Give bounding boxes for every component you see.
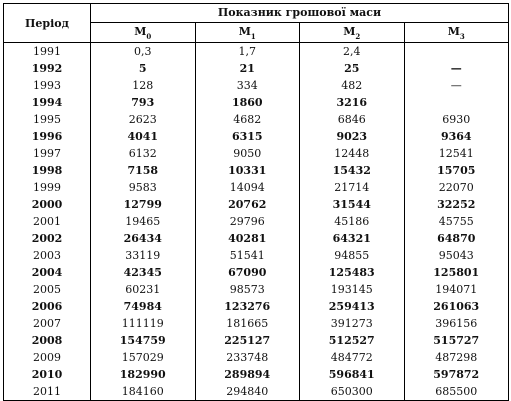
table-row <box>4 179 509 196</box>
period-header: Період <box>4 4 91 43</box>
money-supply-table-container <box>3 3 508 401</box>
table-row <box>4 162 509 179</box>
value-cell-m2: 2,4 <box>300 43 405 61</box>
value-cell-m0: 19465 <box>91 213 196 230</box>
value-cell-m3: 6930 <box>404 111 509 128</box>
period-cell: 1994 <box>4 94 91 111</box>
value-cell-m1: 1,7 <box>195 43 300 61</box>
value-cell-m2: 9023 <box>300 128 405 145</box>
value-cell-m1: 21 <box>195 60 300 77</box>
column-header-m3: $M_3$ <box>404 22 509 42</box>
value-cell-m3: 125801 <box>404 264 509 281</box>
period-cell: 1995 <box>4 111 91 128</box>
value-cell-m3: 45755 <box>404 213 509 230</box>
table-row <box>4 60 509 77</box>
value-cell-m2: 596841 <box>300 366 405 383</box>
value-cell-m1: 233748 <box>195 349 300 366</box>
value-cell-m0: 9583 <box>91 179 196 196</box>
value-cell-m0: 42345 <box>91 264 196 281</box>
value-cell-m1: 294840 <box>195 383 300 401</box>
table-row <box>4 298 509 315</box>
value-cell-m1: 1860 <box>195 94 300 111</box>
value-cell-m0: 60231 <box>91 281 196 298</box>
value-cell-m2: 512527 <box>300 332 405 349</box>
column-header-m0: $M_0$ <box>91 22 196 42</box>
value-cell-m0: 33119 <box>91 247 196 264</box>
value-cell-m3: 194071 <box>404 281 509 298</box>
value-cell-m2: 3216 <box>300 94 405 111</box>
value-cell-m2: 391273 <box>300 315 405 332</box>
table-row <box>4 247 509 264</box>
table-row <box>4 383 509 401</box>
value-cell-m1: 20762 <box>195 196 300 213</box>
value-cell-m2: 64321 <box>300 230 405 247</box>
table-row <box>4 349 509 366</box>
value-cell-m2: 31544 <box>300 196 405 213</box>
period-cell: 1997 <box>4 145 91 162</box>
value-cell-m3: 22070 <box>404 179 509 196</box>
value-cell-m1: 289894 <box>195 366 300 383</box>
table-row <box>4 230 509 247</box>
value-cell-m3: — <box>404 77 509 94</box>
value-cell-m0: 157029 <box>91 349 196 366</box>
table-row <box>4 111 509 128</box>
value-cell-m3 <box>404 43 509 61</box>
value-cell-m1: 4682 <box>195 111 300 128</box>
table-row <box>4 128 509 145</box>
table-row <box>4 281 509 298</box>
value-cell-m3: 261063 <box>404 298 509 315</box>
value-cell-m3: 396156 <box>404 315 509 332</box>
table-row <box>4 315 509 332</box>
column-header-m1: $M_1$ <box>195 22 300 42</box>
table-row <box>4 77 509 94</box>
period-cell: 1999 <box>4 179 91 196</box>
value-cell-m1: 181665 <box>195 315 300 332</box>
period-cell: 2000 <box>4 196 91 213</box>
value-cell-m0: 793 <box>91 94 196 111</box>
period-cell: 2008 <box>4 332 91 349</box>
value-cell-m1: 98573 <box>195 281 300 298</box>
header-row-group <box>4 4 509 23</box>
value-cell-m2: 259413 <box>300 298 405 315</box>
table-body <box>4 43 509 401</box>
value-cell-m0: 7158 <box>91 162 196 179</box>
money-supply-table <box>3 3 509 401</box>
value-cell-m3: 9364 <box>404 128 509 145</box>
table-row <box>4 332 509 349</box>
value-cell-m0: 2623 <box>91 111 196 128</box>
table-row <box>4 145 509 162</box>
period-cell: 2004 <box>4 264 91 281</box>
value-cell-m2: 6846 <box>300 111 405 128</box>
period-cell: 2001 <box>4 213 91 230</box>
value-cell-m3: 515727 <box>404 332 509 349</box>
value-cell-m2: 45186 <box>300 213 405 230</box>
period-cell: 1992 <box>4 60 91 77</box>
period-cell: 2009 <box>4 349 91 366</box>
value-cell-m1: 123276 <box>195 298 300 315</box>
value-cell-m0: 26434 <box>91 230 196 247</box>
value-cell-m0: 111119 <box>91 315 196 332</box>
value-cell-m0: 12799 <box>91 196 196 213</box>
table-row <box>4 94 509 111</box>
value-cell-m1: 6315 <box>195 128 300 145</box>
table-row <box>4 366 509 383</box>
value-cell-m1: 225127 <box>195 332 300 349</box>
value-cell-m1: 67090 <box>195 264 300 281</box>
value-cell-m1: 51541 <box>195 247 300 264</box>
period-cell: 1996 <box>4 128 91 145</box>
value-cell-m3 <box>404 94 509 111</box>
period-cell: 2011 <box>4 383 91 401</box>
period-cell: 2007 <box>4 315 91 332</box>
value-cell-m2: 482 <box>300 77 405 94</box>
value-cell-m1: 29796 <box>195 213 300 230</box>
value-cell-m0: 5 <box>91 60 196 77</box>
value-cell-m1: 40281 <box>195 230 300 247</box>
value-cell-m2: 650300 <box>300 383 405 401</box>
period-cell: 1998 <box>4 162 91 179</box>
value-cell-m1: 14094 <box>195 179 300 196</box>
table-row <box>4 196 509 213</box>
value-cell-m3: 32252 <box>404 196 509 213</box>
value-cell-m2: 21714 <box>300 179 405 196</box>
table-row <box>4 264 509 281</box>
value-cell-m3: 12541 <box>404 145 509 162</box>
value-cell-m2: 193145 <box>300 281 405 298</box>
value-cell-m3: 64870 <box>404 230 509 247</box>
period-cell: 2005 <box>4 281 91 298</box>
value-cell-m0: 154759 <box>91 332 196 349</box>
period-cell: 2003 <box>4 247 91 264</box>
period-cell: 2002 <box>4 230 91 247</box>
period-cell: 2010 <box>4 366 91 383</box>
value-cell-m0: 74984 <box>91 298 196 315</box>
value-cell-m3: 95043 <box>404 247 509 264</box>
value-cell-m3: 487298 <box>404 349 509 366</box>
value-cell-m0: 184160 <box>91 383 196 401</box>
table-row <box>4 43 509 61</box>
value-cell-m3: — <box>404 60 509 77</box>
value-cell-m2: 25 <box>300 60 405 77</box>
value-cell-m0: 182990 <box>91 366 196 383</box>
value-cell-m0: 4041 <box>91 128 196 145</box>
column-header-m2: $M_2$ <box>300 22 405 42</box>
period-cell: 1991 <box>4 43 91 61</box>
group-header: Показник грошової маси <box>91 4 509 23</box>
value-cell-m3: 15705 <box>404 162 509 179</box>
value-cell-m3: 597872 <box>404 366 509 383</box>
period-cell: 2006 <box>4 298 91 315</box>
value-cell-m3: 685500 <box>404 383 509 401</box>
value-cell-m2: 125483 <box>300 264 405 281</box>
value-cell-m1: 10331 <box>195 162 300 179</box>
period-cell: 1993 <box>4 77 91 94</box>
table-row <box>4 213 509 230</box>
value-cell-m2: 94855 <box>300 247 405 264</box>
value-cell-m0: 128 <box>91 77 196 94</box>
value-cell-m0: 0,3 <box>91 43 196 61</box>
value-cell-m1: 9050 <box>195 145 300 162</box>
value-cell-m2: 15432 <box>300 162 405 179</box>
value-cell-m0: 6132 <box>91 145 196 162</box>
value-cell-m2: 12448 <box>300 145 405 162</box>
value-cell-m2: 484772 <box>300 349 405 366</box>
value-cell-m1: 334 <box>195 77 300 94</box>
